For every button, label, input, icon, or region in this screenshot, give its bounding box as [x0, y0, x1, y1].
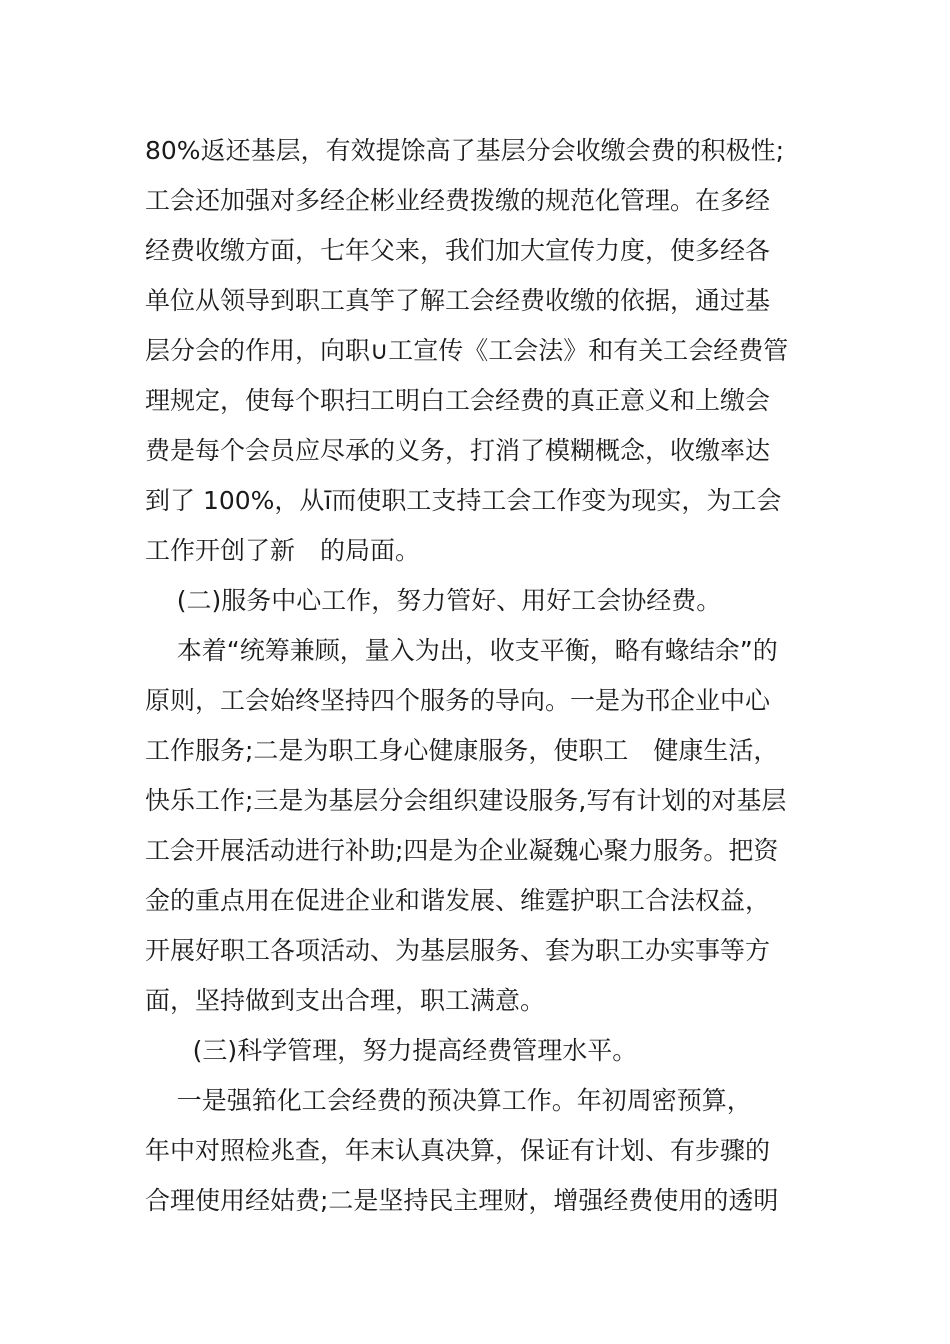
text-line-3: 经费收缴方面，七年父来，我们加大宣传力度，使多经各	[145, 236, 771, 265]
section-heading-3: (三)科学管理，努力提高经费管理水平。	[145, 1036, 638, 1065]
text-line-22: 合理使用经姑费;二是坚持民主理财，增强经费使用的透明	[145, 1186, 779, 1215]
text-line-12: 原则，工会始终坚持四个服务的导向。一是为邗企业中心	[145, 686, 771, 715]
text-line-9: 工作开创了新 的局面。	[145, 536, 421, 565]
text-line-2: 工会还加强对多经企彬业经费拨缴的规范化管理。在多经	[145, 186, 771, 215]
text-line-5: 层分会的作用，向职∪工宣传《工会法》和有关工会经费管	[145, 336, 789, 365]
text-line-18: 面，坚持做到支出合理，职工满意。	[145, 986, 546, 1015]
text-line-7: 费是每个会员应尽承的义务，打消了模糊概念，收缴率达	[145, 436, 771, 465]
section-heading-2: (二)服务中心工作，努力管好、用好工会协经费。	[145, 586, 722, 615]
text-line-16: 金的重点用在促进企业和谐发展、维霆护职工合法权益，	[145, 886, 771, 915]
text-line-13: 工作服务;二是为职工身心健康服务，使职工 健康生活，	[145, 736, 779, 765]
text-line-11: 本着“统筹兼顾，量入为出，收支平衡，略有蝝结余”的	[145, 636, 778, 665]
text-line-15: 工会开展活动进行补助;四是为企业凝魏心聚力服务。把资	[145, 836, 779, 865]
text-line-21: 年中对照检兆查，年末认真决算，保证有计划、有步骤的	[145, 1136, 771, 1165]
text-line-6: 理规定，使每个职扫工明白工会经费的真正意义和上缴会	[145, 386, 771, 415]
text-line-14: 快乐工作;三是为基层分会组织建设服务,写有计划的对基层	[145, 786, 787, 815]
text-line-20: 一是强筘化工会经费的预决算工作。年初周密预算，	[145, 1086, 752, 1115]
text-line-1: 80%返还基层，有效提馀高了基层分会收缴会费的积极性;	[145, 136, 784, 165]
text-line-4: 单位从领导到职工真竽了解工会经费收缴的依据，通过基	[145, 286, 771, 315]
text-line-8: 到了 100%，从ī而使职工支持工会工作变为现实，为工会	[145, 486, 782, 515]
text-line-17: 开展好职工各项活动、为基层服务、套为职工办实事等方	[145, 936, 771, 965]
